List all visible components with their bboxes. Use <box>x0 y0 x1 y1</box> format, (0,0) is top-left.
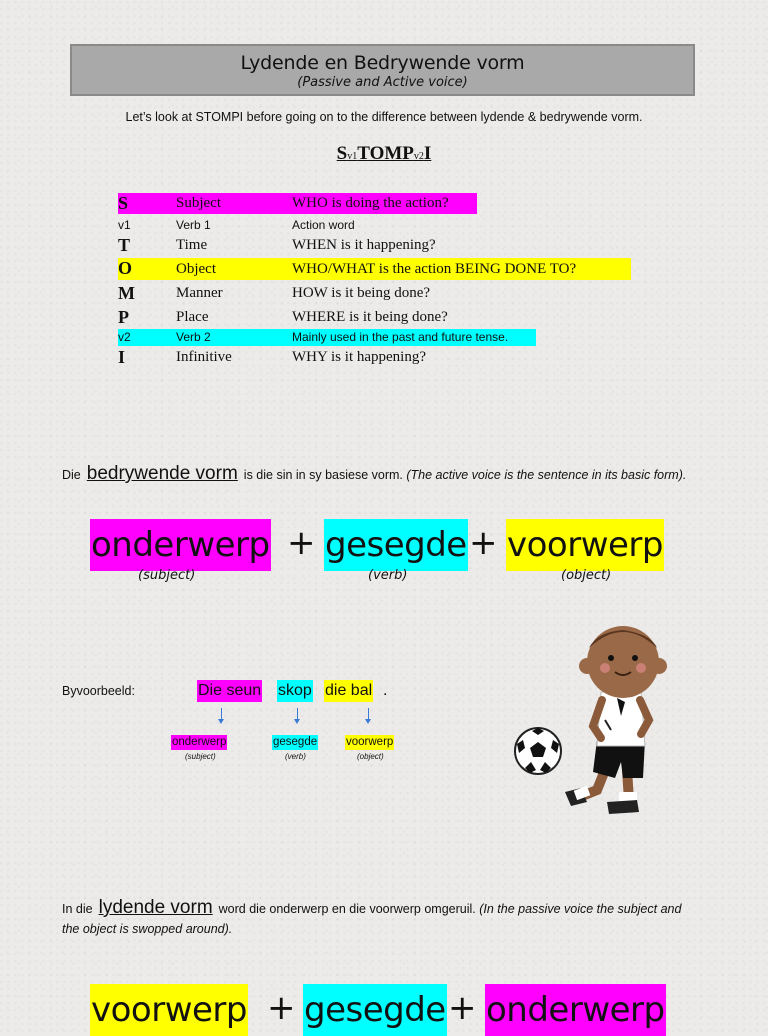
stompi-letter: v1 <box>118 218 131 232</box>
stompi-desc: WHEN is it happening? <box>292 237 436 253</box>
stompi-term: Place <box>176 309 209 325</box>
passive-formula-plus: + <box>267 988 296 1028</box>
arrow-down-icon <box>221 708 222 720</box>
example-sub-verb: (verb) <box>285 752 306 761</box>
active-term: bedrywende vorm <box>86 463 238 484</box>
passive-term: lydende vorm <box>98 897 213 918</box>
active-post: is die sin in sy basiese vorm. <box>243 468 403 482</box>
stompi-letter: P <box>118 307 129 327</box>
active-english: (The active voice is the sentence in its basic form). <box>406 468 687 482</box>
stompi-letter: O <box>118 258 133 278</box>
example-object: die bal <box>324 680 373 702</box>
stompi-heading <box>0 143 768 165</box>
stompi-letter: S <box>118 193 129 213</box>
stompi-term: Infinitive <box>176 349 232 365</box>
stompi-desc: WHO is doing the action? <box>292 195 449 211</box>
stompi-desc: HOW is it being done? <box>292 285 431 301</box>
arrow-down-icon <box>297 708 298 720</box>
page-title: Lydende en Bedrywende vorm <box>240 52 525 74</box>
formula-onderwerp: onderwerp <box>90 519 271 571</box>
stompi-term: Time <box>176 237 208 253</box>
stompi-term: Verb 1 <box>176 218 211 232</box>
title-box <box>70 44 695 96</box>
example-period: . <box>383 682 388 699</box>
example-sub-object: (object) <box>357 752 384 761</box>
stompi-desc <box>292 330 508 344</box>
example-subject: Die seun <box>197 680 262 702</box>
stompi-desc-text: Mainly used in the past and future tense <box>292 330 505 344</box>
passive-english: (In the passive voice the subject and the object is swopped around). <box>62 902 682 936</box>
passive-formula-onderwerp: onderwerp <box>485 984 666 1036</box>
example-verb: skop <box>277 680 313 702</box>
active-pre: Die <box>62 468 81 482</box>
stompi-desc: WHO/WHAT is the action BEING DONE TO? <box>292 261 577 277</box>
boy-kicking-ball-illustration <box>505 620 675 820</box>
stompi-desc-period: . <box>504 330 509 344</box>
stompi-heading-v1: v1 <box>347 151 358 162</box>
example-tag-gesegde: gesegde <box>273 736 318 748</box>
formula-label-subject: (subject) <box>138 568 196 583</box>
example-tag-voorwerp: voorwerp <box>346 736 394 748</box>
stompi-letter: M <box>118 283 135 303</box>
example-label: Byvoorbeeld: <box>62 684 135 698</box>
arrow-down-icon <box>368 708 369 720</box>
intro-text: Let’s look at STOMPI before going on to the difference between lydende & bedrywende vorm. <box>125 110 643 124</box>
passive-formula-plus: + <box>448 988 477 1028</box>
stompi-letter: T <box>118 235 131 255</box>
passive-formula-gesegde: gesegde <box>303 984 447 1036</box>
stompi-letter: v2 <box>118 330 131 344</box>
formula-plus: + <box>469 523 498 563</box>
formula-label-object: (object) <box>561 568 612 583</box>
stompi-desc: WHERE is it being done? <box>292 309 448 325</box>
stompi-heading-s: S <box>336 143 348 164</box>
formula-plus: + <box>287 523 316 563</box>
stompi-term: Manner <box>176 285 223 301</box>
stompi-desc: WHY is it happening? <box>292 349 426 365</box>
stompi-letter: I <box>118 347 126 367</box>
passive-formula-voorwerp: voorwerp <box>90 984 248 1036</box>
stompi-term: Verb 2 <box>176 330 211 344</box>
page-subtitle: (Passive and Active voice) <box>297 75 468 90</box>
passive-pre: In die <box>62 902 93 916</box>
stompi-term: Subject <box>176 195 221 211</box>
passive-voice-paragraph <box>62 898 702 939</box>
formula-label-verb: (verb) <box>368 568 408 583</box>
active-voice-paragraph <box>62 464 702 485</box>
soccer-ball-icon <box>515 728 561 774</box>
stompi-desc: Action word <box>292 218 355 232</box>
stompi-term: Object <box>176 261 216 277</box>
stompi-heading-tomp: TOMP <box>357 143 414 164</box>
formula-gesegde: gesegde <box>324 519 468 571</box>
passive-post: word die onderwerp en die voorwerp omgeruil. <box>218 902 476 916</box>
example-sub-subject: (subject) <box>185 752 216 761</box>
formula-voorwerp: voorwerp <box>506 519 664 571</box>
stompi-heading-v2: v2 <box>413 151 424 162</box>
stompi-heading-i: I <box>423 143 432 164</box>
example-tag-onderwerp: onderwerp <box>172 736 227 748</box>
